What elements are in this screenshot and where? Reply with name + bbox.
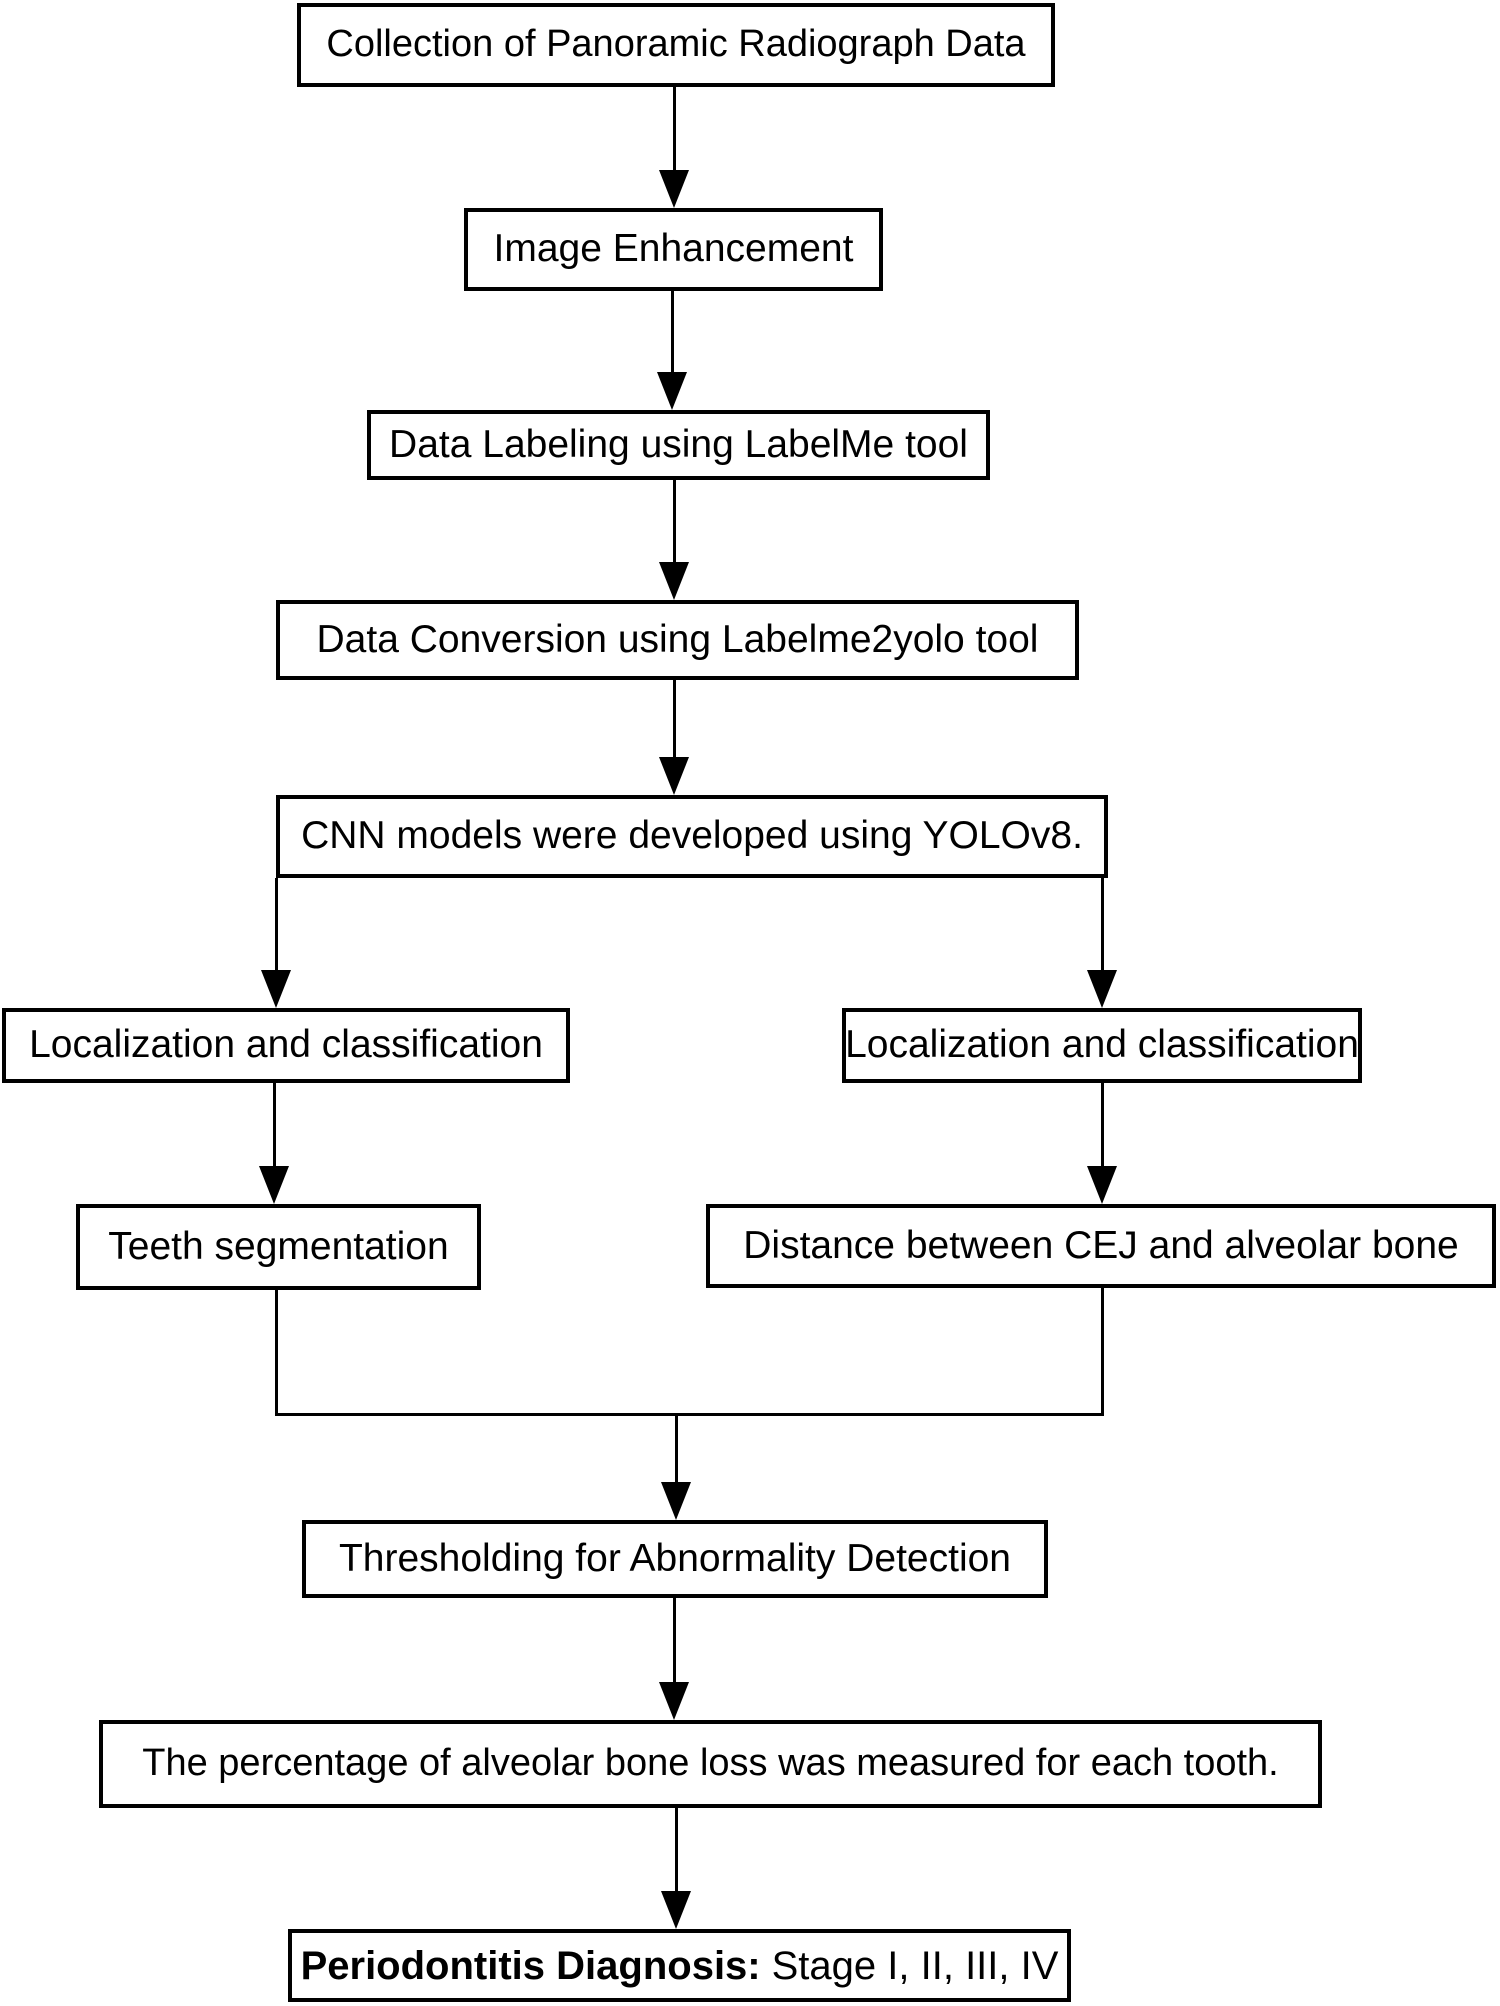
arrow-collect-to-enhance-line: [673, 87, 676, 172]
node-label: Localization and classification: [845, 1023, 1359, 1067]
node-label: Data Labeling using LabelMe tool: [389, 422, 968, 466]
node-collect-panoramic-data: [297, 3, 1055, 87]
node-cej-alveolar-distance: [706, 1204, 1496, 1288]
node-localization-classification-left: [2, 1008, 570, 1083]
node-label: Thresholding for Abnormality Detection: [338, 1536, 1011, 1580]
node-cnn-yolov8: [276, 795, 1108, 878]
node-data-conversion: [276, 600, 1079, 680]
arrow-boneloss-to-diagnosis-line: [675, 1808, 678, 1893]
arrow-thresholding-to-boneloss-line: [673, 1598, 676, 1684]
node-label: Data Conversion using Labelme2yolo tool: [316, 617, 1039, 661]
arrow-conversion-to-cnn-head: [659, 757, 689, 795]
node-teeth-segmentation: [76, 1204, 481, 1290]
node-bone-loss-percentage: [99, 1720, 1322, 1808]
arrow-localization-to-teeth-head: [259, 1166, 289, 1204]
arrow-localization-to-distance-line: [1101, 1083, 1104, 1168]
node-label: Localization and classification: [29, 1023, 543, 1067]
connector-teeth-down-line: [275, 1290, 278, 1416]
arrow-merge-to-thresholding-line: [675, 1415, 678, 1484]
node-label: Image Enhancement: [493, 227, 854, 271]
node-label: Teeth segmentation: [108, 1224, 449, 1268]
arrow-boneloss-to-diagnosis-head: [661, 1891, 691, 1929]
node-periodontitis-diagnosis: [288, 1929, 1071, 2002]
node-label: Stage I, II, III, IV: [771, 1943, 1059, 1988]
arrow-localization-to-distance-head: [1087, 1166, 1117, 1204]
node-label: The percentage of alveolar bone loss was measured for each tooth.: [142, 1742, 1279, 1785]
node-label: CNN models were developed using YOLOv8.: [301, 814, 1083, 858]
arrow-thresholding-to-boneloss-head: [659, 1682, 689, 1720]
node-data-labeling: [367, 410, 990, 480]
connector-distance-down-line: [1101, 1288, 1104, 1416]
arrow-collect-to-enhance-head: [659, 170, 689, 208]
arrow-labeling-to-conversion-line: [673, 480, 676, 564]
node-label-bold: Periodontitis Diagnosis:: [300, 1943, 761, 1988]
node-label: Collection of Panoramic Radiograph Data: [326, 23, 1026, 66]
node-label: Distance between CEJ and alveolar bone: [743, 1223, 1459, 1267]
arrow-cnn-to-localization-left-line: [275, 878, 278, 972]
arrow-localization-to-teeth-line: [273, 1083, 276, 1168]
node-image-enhancement: [464, 208, 883, 291]
arrow-merge-to-thresholding-head: [661, 1482, 691, 1520]
arrow-cnn-to-localization-right-line: [1101, 878, 1104, 972]
node-localization-classification-right: [842, 1008, 1362, 1083]
arrow-enhance-to-labeling-head: [657, 372, 687, 410]
arrow-conversion-to-cnn-line: [673, 680, 676, 759]
arrow-enhance-to-labeling-line: [671, 291, 674, 374]
connector-merge-horizontal-line: [275, 1413, 1104, 1416]
node-thresholding-abnormality: [302, 1520, 1048, 1598]
arrow-cnn-to-localization-left-head: [261, 970, 291, 1008]
arrow-cnn-to-localization-right-head: [1087, 970, 1117, 1008]
arrow-labeling-to-conversion-head: [659, 562, 689, 600]
